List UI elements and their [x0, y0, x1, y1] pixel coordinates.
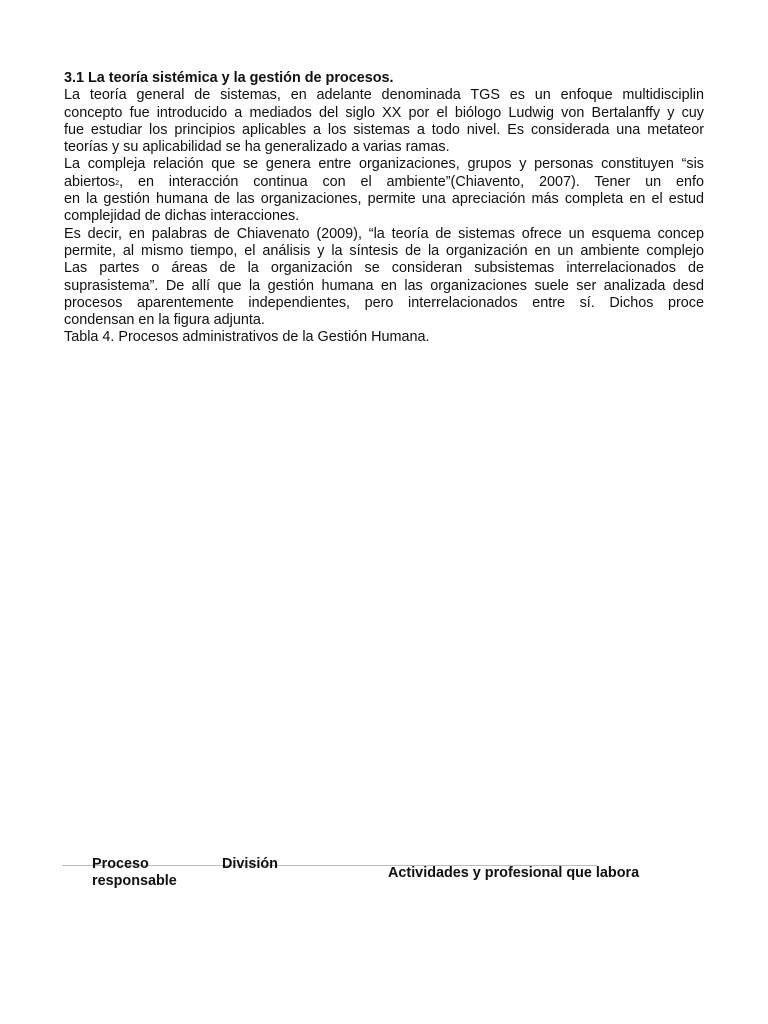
- paragraph-line-rest: en interacción continua con el ambiente”(Chiavento, 2007). Tener un enfo: [137, 173, 704, 190]
- footnote-marker: 2: [115, 179, 120, 187]
- table-header-proceso-line1: Proceso: [92, 856, 149, 872]
- paragraph-line-footnoted: abiertos2, en interacción continua con el ambiente”(Chiavento, 2007). Tener un enfo: [64, 173, 704, 190]
- paragraph-line: Las partes o áreas de la organización se consideran subsistemas interrelacionados de: [64, 260, 704, 277]
- paragraph-line: permite, al mismo tiempo, el análisis y la síntesis de la organización en un ambiente complejo: [64, 242, 704, 259]
- paragraph-line: procesos aparentemente independientes, pero interrelacionados entre sí. Dichos proce: [64, 294, 704, 311]
- table-caption: Tabla 4. Procesos administrativos de la Gestión Humana.: [64, 329, 430, 346]
- word-abiertos: abiertos: [64, 173, 116, 190]
- table-header-division: División: [222, 856, 278, 872]
- paragraph-line: La teoría general de sistemas, en adelante denominada TGS es un enfoque multidisciplin: [64, 87, 704, 104]
- paragraph-line: Es decir, en palabras de Chiavenato (2009), “la teoría de sistemas ofrece un esquema concep: [64, 225, 704, 242]
- table-header-proceso-line2: responsable: [92, 873, 177, 890]
- paragraph-line: fue estudiar los principios aplicables a los sistemas a todo nivel. Es considerada una metateor: [64, 121, 704, 138]
- paragraph-line: en la gestión humana de las organizaciones, permite una apreciación más completa en el estud: [64, 191, 704, 208]
- paragraph-line: complejidad de dichas interacciones.: [64, 208, 300, 225]
- paragraph-line: teorías y su aplicabilidad se ha generalizado a varias ramas.: [64, 139, 450, 156]
- table-header-actividades: Actividades y profesional que labora: [388, 865, 640, 881]
- table-header-proceso: [92, 856, 177, 891]
- paragraph-line: condensan en la figura adjunta.: [64, 312, 265, 329]
- body-text: [64, 70, 704, 347]
- section-title: 3.1 La teoría sistémica y la gestión de procesos.: [64, 70, 394, 86]
- paragraph-line: La compleja relación que se genera entre organizaciones, grupos y personas constituyen “sis: [64, 156, 704, 173]
- paragraph-line: suprasistema”. De allí que la gestión humana en las organizaciones suele ser analizada desd: [64, 277, 704, 294]
- paragraph-line: concepto fue introducido a mediados del siglo XX por el biólogo Ludwig von Bertalanffy y cuy: [64, 104, 704, 121]
